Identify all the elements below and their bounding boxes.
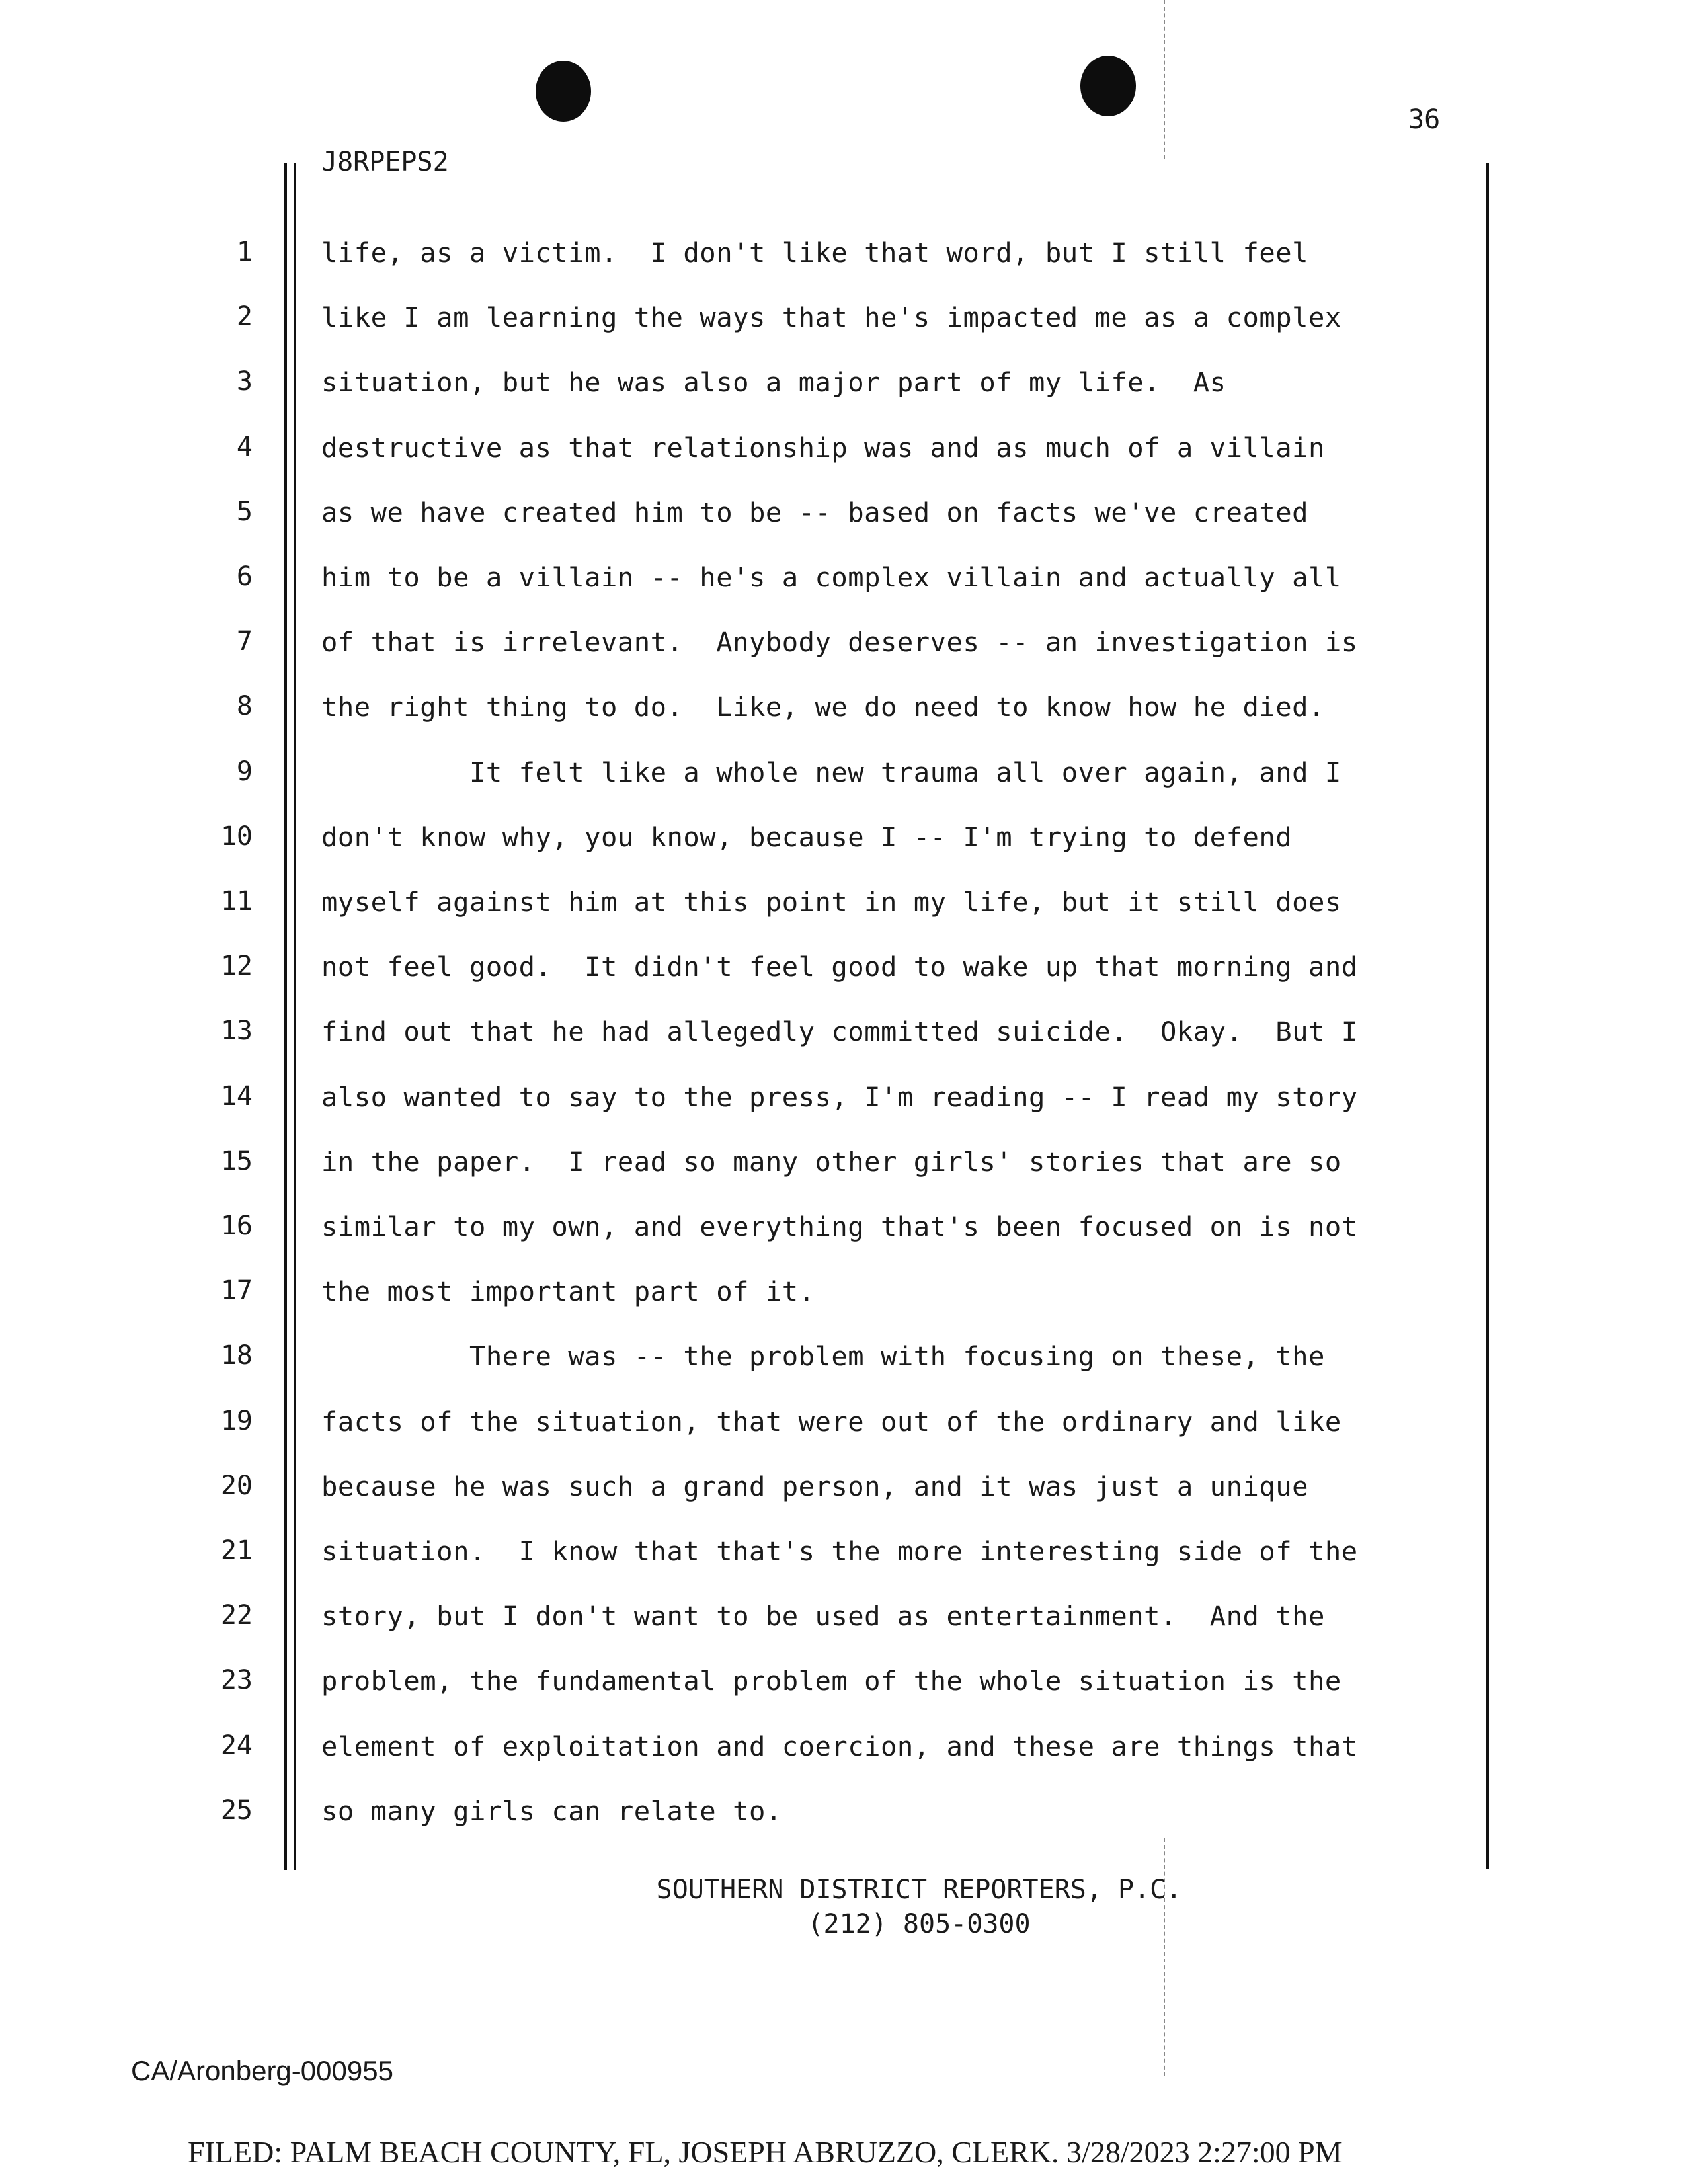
transcript-line: problem, the fundamental problem of the whole situation is the [321, 1665, 1342, 1697]
filed-stamp: FILED: PALM BEACH COUNTY, FL, JOSEPH ABRUZZO, CLERK. 3/28/2023 2:27:00 PM [188, 2135, 1342, 2169]
line-number: 9 [236, 756, 253, 787]
transcript-line: situation, but he was also a major part of my life. As [321, 366, 1226, 398]
line-number: 20 [220, 1471, 253, 1501]
left-margin-rule-outer [284, 163, 287, 1870]
line-number: 12 [220, 951, 253, 981]
line-number: 2 [236, 302, 253, 332]
transcript-line: story, but I don't want to be used as entertainment. And the [321, 1600, 1325, 1632]
document-id: J8RPEPS2 [321, 147, 449, 177]
transcript-line: the most important part of it. [321, 1275, 815, 1307]
line-number: 1 [236, 237, 253, 267]
right-margin-rule [1486, 163, 1489, 1869]
transcript-line: in the paper. I read so many other girls' stories that are so [321, 1146, 1342, 1178]
transcript-line: don't know why, you know, because I -- I'm trying to defend [321, 821, 1293, 853]
line-number: 18 [220, 1340, 253, 1371]
transcript-line: There was -- the problem with focusing on these, the [321, 1340, 1325, 1372]
transcript-line: myself against him at this point in my life, but it still does [321, 886, 1342, 918]
transcript-line: not feel good. It didn't feel good to wake up that morning and [321, 951, 1358, 983]
line-number: 7 [236, 626, 253, 657]
line-number: 5 [236, 497, 253, 527]
transcript-line: like I am learning the ways that he's impacted me as a complex [321, 302, 1342, 333]
line-number: 4 [236, 432, 253, 462]
transcript-line: destructive as that relationship was and as much of a villain [321, 432, 1325, 464]
reporter-footer [502, 1873, 1336, 1941]
line-number: 13 [220, 1016, 253, 1046]
line-number: 3 [236, 366, 253, 397]
page-number: 36 [1408, 104, 1441, 135]
line-number: 19 [220, 1406, 253, 1436]
line-number: 6 [236, 561, 253, 592]
transcript-line: facts of the situation, that were out of the ordinary and like [321, 1406, 1342, 1437]
transcript-line: the right thing to do. Like, we do need to know how he died. [321, 691, 1325, 723]
line-number: 22 [220, 1600, 253, 1631]
scan-artifact-line [1164, 0, 1165, 159]
reporter-name: SOUTHERN DISTRICT REPORTERS, P.C. [656, 1875, 1182, 1905]
reporter-phone: (212) 805-0300 [807, 1909, 1031, 1939]
transcript-line: so many girls can relate to. [321, 1795, 782, 1827]
line-number: 15 [220, 1146, 253, 1176]
punch-hole-right [1080, 56, 1136, 116]
transcript-line: It felt like a whole new trauma all over again, and I [321, 756, 1342, 788]
transcript-line: also wanted to say to the press, I'm reading -- I read my story [321, 1081, 1358, 1113]
punch-hole-left [536, 61, 591, 122]
line-number: 16 [220, 1211, 253, 1241]
line-number: 23 [220, 1665, 253, 1695]
bates-number: CA/Aronberg-000955 [131, 2055, 393, 2086]
transcript-line: as we have created him to be -- based on facts we've created [321, 497, 1308, 528]
line-number: 25 [220, 1795, 253, 1826]
left-margin-rule-inner [294, 163, 296, 1870]
line-number: 21 [220, 1535, 253, 1566]
transcript-line: element of exploitation and coercion, and these are things that [321, 1730, 1358, 1762]
line-number: 10 [220, 821, 253, 852]
transcript-line: because he was such a grand person, and it was just a unique [321, 1471, 1308, 1502]
transcript-line: find out that he had allegedly committed suicide. Okay. But I [321, 1016, 1358, 1047]
line-number: 14 [220, 1081, 253, 1112]
line-number: 8 [236, 691, 253, 721]
transcript-line: him to be a villain -- he's a complex villain and actually all [321, 561, 1342, 593]
transcript-line: life, as a victim. I don't like that word, but I still feel [321, 237, 1308, 268]
line-number: 17 [220, 1275, 253, 1306]
line-number: 24 [220, 1730, 253, 1761]
line-number: 11 [220, 886, 253, 916]
transcript-line: situation. I know that that's the more interesting side of the [321, 1535, 1358, 1567]
transcript-line: similar to my own, and everything that's been focused on is not [321, 1211, 1358, 1242]
transcript-line: of that is irrelevant. Anybody deserves -- an investigation is [321, 626, 1358, 658]
